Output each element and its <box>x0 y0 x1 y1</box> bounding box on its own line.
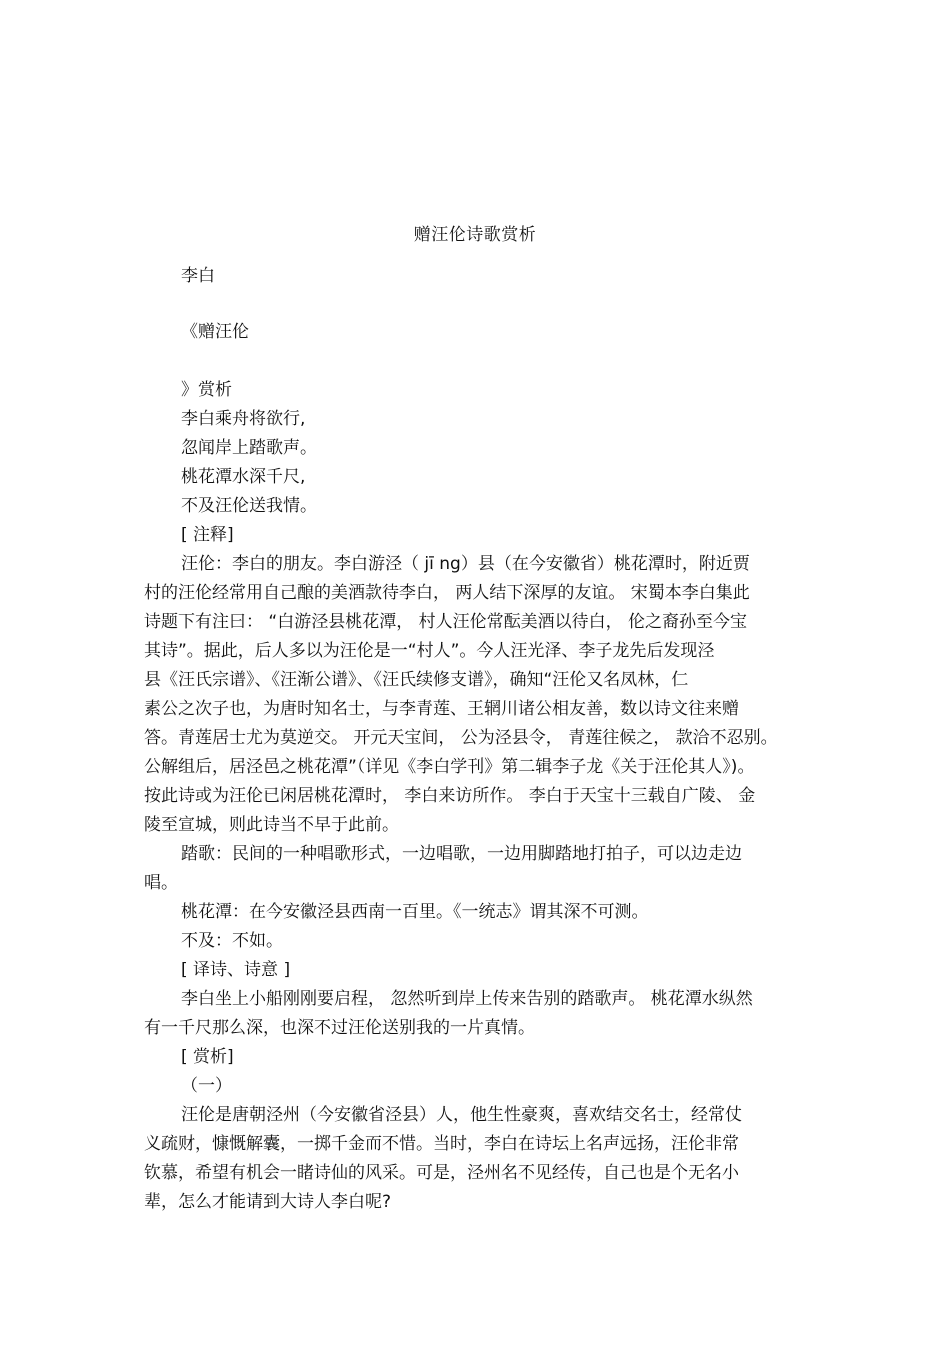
translation-line: 有一千尺那么深，也深不过汪伦送别我的一片真情。 <box>144 1018 535 1038</box>
note-line: 其诗”。据此，后人多以为汪伦是一“村人”。今人汪光泽、李子龙先后发现泾 <box>144 641 715 661</box>
translation-label: [ 译诗、诗意 ] <box>181 960 291 980</box>
note-line: 素公之次子也，为唐时知名士，与李青莲、王辋川诸公相友善，数以诗文往来赠 <box>144 699 739 719</box>
appreciation-line: 辈，怎么才能请到大诗人李白呢? <box>144 1192 392 1212</box>
poem-line: 桃花潭水深千尺, <box>181 467 306 487</box>
section-number: （一） <box>181 1076 232 1096</box>
note-line: 踏歌：民间的一种唱歌形式，一边唱歌，一边用脚踏地打拍子，可以边走边 <box>181 844 742 864</box>
poem-line: 忽闻岸上踏歌声。 <box>181 438 317 458</box>
note-line: 桃花潭：在今安徽泾县西南一百里。《一统志》谓其深不可测。 <box>181 902 649 922</box>
appreciation-label: [ 赏析] <box>181 1047 234 1067</box>
note-line: 诗题下有注曰： “白游泾县桃花潭， 村人汪伦常酝美酒以待白， 伦之裔孙至今宝 <box>144 612 748 632</box>
heading-part-2: 》赏析 <box>181 380 232 400</box>
appreciation-line: 汪伦是唐朝泾州（今安徽省泾县）人，他生性豪爽，喜欢结交名士，经常仗 <box>181 1105 742 1125</box>
appreciation-line: 义疏财，慷慨解囊，一掷千金而不惜。当时，李白在诗坛上名声远扬，汪伦非常 <box>144 1134 739 1154</box>
author: 李白 <box>181 266 215 286</box>
heading-part-1: 《赠汪伦 <box>181 322 249 342</box>
translation-line: 李白坐上小船刚刚要启程， 忽然听到岸上传来告别的踏歌声。 桃花潭水纵然 <box>181 989 753 1009</box>
note-line: 不及：不如。 <box>181 931 283 951</box>
poem-line: 不及汪伦送我情。 <box>181 496 317 516</box>
appreciation-line: 钦慕，希望有机会一睹诗仙的风采。可是，泾州名不见经传，自己也是个无名小 <box>144 1163 739 1183</box>
note-line: 按此诗或为汪伦已闲居桃花潭时， 李白来访所作。 李白于天宝十三载自广陵、 金 <box>144 786 756 806</box>
note-line: 汪伦：李白的朋友。李白游泾（ jī ng）县（在今安徽省）桃花潭时，附近贾 <box>181 554 750 574</box>
note-line: 县《汪氏宗谱》、《汪渐公谱》、《汪氏续修支谱》，确知“汪伦又名凤林，仁 <box>144 670 689 690</box>
page-title: 赠汪伦诗歌赏析 <box>413 225 537 245</box>
note-line: 答。青莲居士尤为莫逆交。 开元天宝间， 公为泾县令， 青莲往候之， 款洽不忍别。 <box>144 728 778 748</box>
note-line: 唱。 <box>144 873 178 893</box>
poem-line: 李白乘舟将欲行, <box>181 409 306 429</box>
note-line: 公解组后，居泾邑之桃花潭”（详见《李白学刊》第二辑李子龙《关于汪伦其人》)。 <box>144 757 755 777</box>
note-line: 村的汪伦经常用自己酿的美酒款待李白， 两人结下深厚的友谊。 宋蜀本李白集此 <box>144 583 750 603</box>
notes-label: [ 注释] <box>181 525 234 545</box>
note-line: 陵至宣城，则此诗当不早于此前。 <box>144 815 399 835</box>
